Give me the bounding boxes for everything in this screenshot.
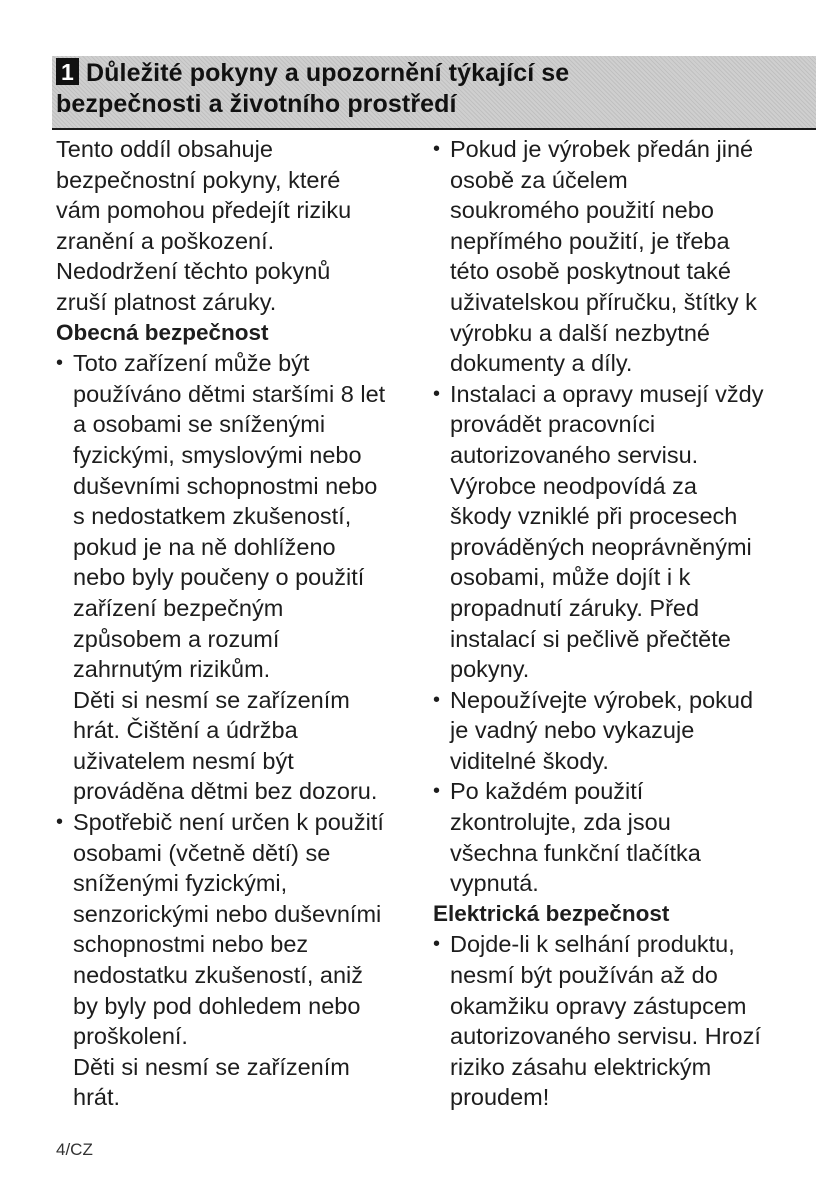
right-column (433, 134, 795, 1113)
bullet-icon: • (433, 933, 441, 956)
text-line: zranění a poškození. (56, 227, 275, 254)
text-line: nepřímého použití, je třeba (450, 227, 730, 254)
chapter-number-badge: 1 (56, 58, 79, 85)
text-line: by byly pod dohledem nebo (73, 992, 361, 1019)
text-line: autorizovaného servisu. Hrozí (450, 1023, 761, 1050)
intro-paragraph (56, 134, 416, 318)
text-line: osobě za účelem (450, 166, 628, 193)
text-line: autorizovaného servisu. (450, 441, 699, 468)
text-line: prováděna dětmi bez dozoru. (73, 778, 378, 805)
text-line: Po každém použití (450, 778, 644, 805)
text-line: sníženými fyzickými, (73, 870, 288, 897)
text-line: uživatelem nesmí být (73, 747, 294, 774)
text-line: duševními schopnostmi nebo (73, 472, 378, 499)
text-line: zkontrolujte, zda jsou (450, 809, 671, 836)
text-line: nesmí být používán až do (450, 962, 718, 989)
text-line: hrát. Čištění a údržba (73, 717, 298, 744)
section-title-general-safety: Obecná bezpečnost (56, 319, 269, 345)
text-line: Výrobce neodpovídá za (450, 472, 697, 499)
text-line: Nedodržení těchto pokynů (56, 258, 331, 285)
text-line: zařízení bezpečným (73, 594, 284, 621)
chapter-title-line-2: bezpečnosti a životního prostředí (56, 90, 457, 118)
page-number: 4/CZ (56, 1140, 93, 1159)
bullet-icon: • (433, 780, 441, 803)
text-line: riziko zásahu elektrickým (450, 1053, 712, 1080)
text-line: Tento oddíl obsahuje (56, 136, 273, 162)
text-line: a osobami se sníženými (73, 411, 326, 438)
text-line: Děti si nesmí se zařízením (73, 686, 350, 713)
text-line: viditelné škody. (450, 747, 609, 774)
text-line: s nedostatkem zkušeností, (73, 503, 352, 530)
text-line: schopnostmi nebo bez (73, 931, 309, 958)
text-line: hrát. (73, 1084, 121, 1111)
text-line: uživatelskou příručku, štítky k (450, 288, 757, 315)
bullet-item (433, 134, 795, 379)
text-line: vám pomohou předejít riziku (56, 197, 352, 224)
text-line: způsobem a rozumí (73, 625, 280, 652)
bullet-item (56, 348, 416, 807)
bullet-item (433, 776, 795, 898)
bullet-item (433, 929, 795, 1113)
bullet-item (433, 379, 795, 685)
text-line: osobami (včetně dětí) se (73, 839, 331, 866)
text-line: Spotřebič není určen k použití (73, 809, 384, 836)
text-line: proudem! (450, 1084, 550, 1111)
text-line: Pokud je výrobek předán jiné (450, 136, 754, 162)
bullet-icon: • (433, 138, 441, 160)
text-line: okamžiku opravy zástupcem (450, 992, 747, 1019)
text-line: zruší platnost záruky. (56, 288, 277, 315)
text-line: osobami, může dojít i k (450, 564, 691, 591)
text-line: této osobě poskytnout také (450, 258, 731, 285)
text-line: propadnutí záruky. Před (450, 594, 700, 621)
text-line: Toto zařízení může být (73, 350, 310, 377)
bullet-icon: • (433, 688, 441, 711)
left-column (56, 134, 416, 1113)
text-line: proškolení. (73, 1023, 188, 1050)
text-line: Instalaci a opravy musejí vždy (450, 380, 764, 407)
text-line: prováděných neoprávněnými (450, 533, 752, 560)
text-line: Dojde-li k selhání produktu, (450, 931, 735, 958)
text-line: pokud je na ně dohlíženo (73, 533, 336, 560)
text-line: nebo byly poučeny o použití (73, 564, 365, 591)
text-line: pokyny. (450, 656, 530, 683)
bullet-icon: • (56, 811, 64, 834)
text-line: Nepoužívejte výrobek, pokud (450, 686, 754, 713)
section-title-electrical-safety: Elektrická bezpečnost (433, 900, 670, 926)
bullet-icon: • (433, 382, 441, 405)
bullet-item (56, 807, 416, 1113)
text-line: nedostatku zkušeností, aniž (73, 962, 364, 989)
chapter-header (52, 56, 816, 130)
text-line: bezpečnostní pokyny, které (56, 166, 341, 193)
text-line: je vadný nebo vykazuje (450, 717, 695, 744)
text-line: výrobku a další nezbytné (450, 319, 710, 346)
chapter-title (56, 58, 816, 120)
text-line: soukromého použití nebo (450, 197, 714, 224)
text-line: instalací si pečlivě přečtěte (450, 625, 731, 652)
text-line: škody vzniklé při procesech (450, 503, 738, 530)
chapter-title-line-1: Důležité pokyny a upozornění týkající se (86, 59, 570, 87)
text-line: dokumenty a díly. (450, 350, 633, 377)
text-line: Děti si nesmí se zařízením (73, 1053, 350, 1080)
text-line: fyzickými, smyslovými nebo (73, 441, 362, 468)
text-line: používáno dětmi staršími 8 let (73, 380, 386, 407)
text-line: senzorickými nebo duševními (73, 900, 382, 927)
text-line: všechna funkční tlačítka (450, 839, 701, 866)
text-line: vypnutá. (450, 870, 539, 897)
text-line: provádět pracovníci (450, 411, 656, 438)
bullet-icon: • (56, 352, 64, 375)
text-line: zahrnutým rizikům. (73, 656, 271, 683)
bullet-item (433, 685, 795, 777)
